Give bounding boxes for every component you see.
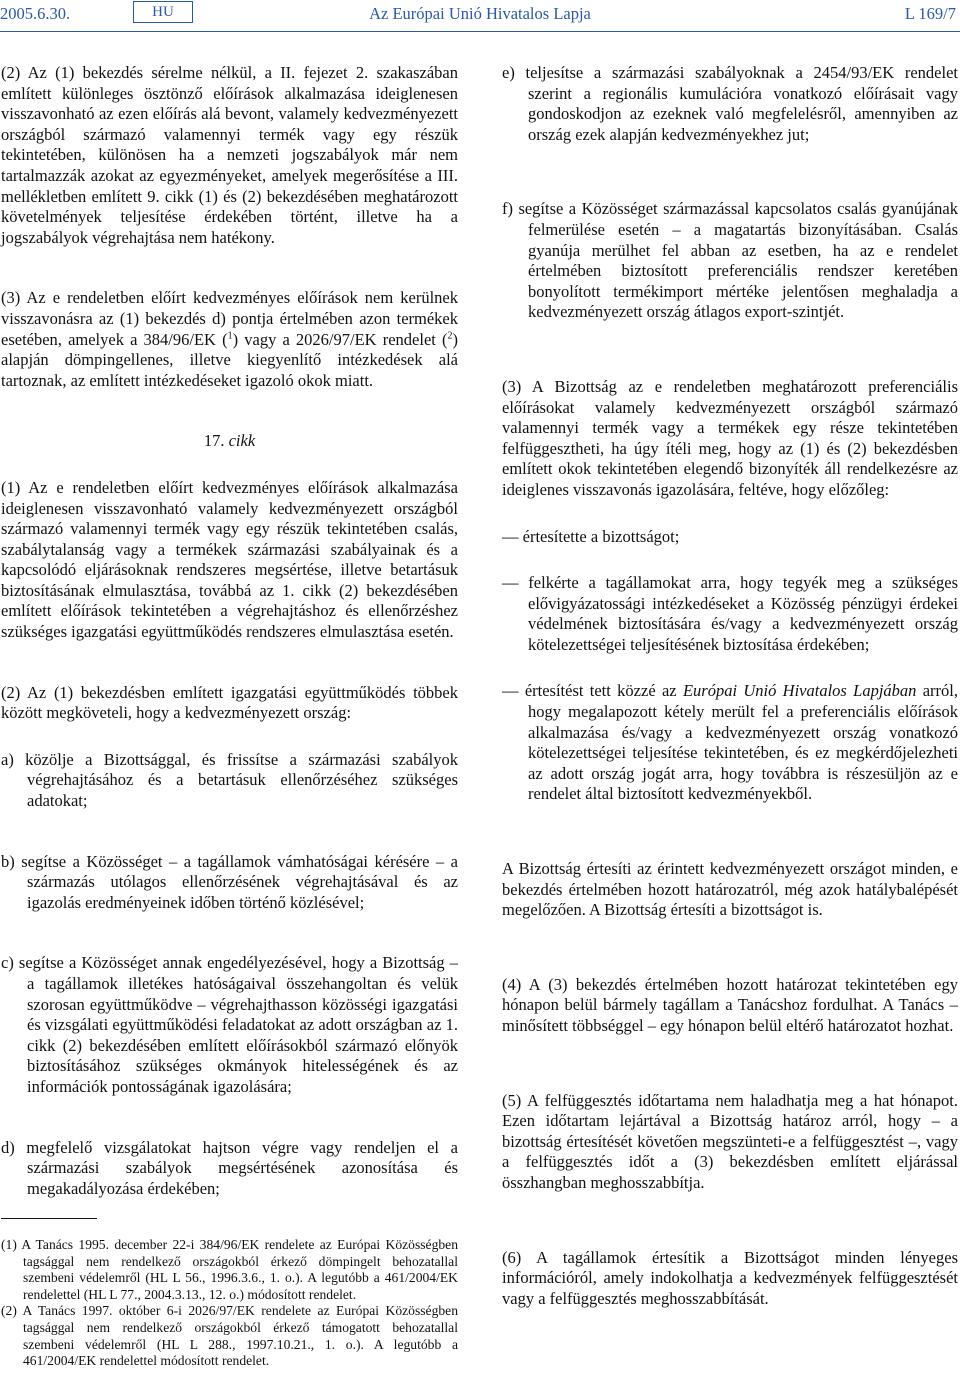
- paragraph-16-3: (3) Az e rendeletben előírt kedvezményes előírások nem kerülnek visszavonásra az (1) bekezdés d) pontja értelmében azon termékek esetében, amelyek a 384/96/EK ($^1$) vagy a 2026/97/EK rendelet ($^2$) alapján dömpingellenes, illetve kiegyenlítő intézkedések alá tartoznak, az említett intézkedéseket igazoló okok miatt.: [1, 288, 458, 390]
- page-reference: L 169/7: [904, 4, 956, 23]
- page-header: [0, 0, 960, 31]
- list-item-e: e) teljesítse a származási szabályoknak a 2454/93/EK rendelet szerint a regionális kumulációra vonatkozó előírásait vagy gondoskodjon az ezeknek való megfelelésről, amennyiben az ország ezek alapján kedvezményekhez jut;: [502, 63, 958, 144]
- language-badge: HU: [133, 1, 193, 23]
- dash-item-2: — felkérte a tagállamokat arra, hogy tegyék meg a szükséges elővigyázatossági intézkedéseket a Közösség pénzügyi érdekei védelmének biztosítására és/vagy a kedvezményezett ország kötelezettségei teljesítésének biztosítása érdekében;: [502, 573, 958, 654]
- list-item-a: a) közölje a Bizottsággal, és frissítse a származási szabályok végrehajtásához és a betartásuk ellenőrzéséhez szükséges adatokat;: [1, 749, 458, 811]
- paragraph-17-6: (6) A tagállamok értesítik a Bizottságot minden lényeges információról, amely indokolhatja a kedvezmények felfüggesztését vagy a felfüggesztés meghosszabbítását.: [502, 1247, 958, 1308]
- footnote-2: (2) A Tanács 1997. október 6-i 2026/97/EK rendelete az Európai Közösségben tagsággal nem rendelkező országokból érkező támogatott behozatallal szembeni védelemről (HL L 288., 1997.10.21., 1. o.). A legutóbb a 461/2004/EK rendelettel módosított rendelet.: [1, 1303, 458, 1369]
- article-heading: 17. cikk: [203, 431, 256, 451]
- header-rule: [0, 31, 960, 32]
- paragraph-17-1: (1) Az e rendeletben előírt kedvezményes előírások alkalmazása ideiglenesen visszavonható valamely kedvezményezett országból származó valamennyi termék vagy egy részük tekintetében csalás, szabálytalanság vagy a termékek származási szabályainak és a kapcsolódó eljárásoknak rendszeres megsértése, illetve betartásuk biztosításának elmulasztása, továbbá az 1. cikk (2) bekezdésében említett előírások tekintetében a végrehajtáshoz és ellenőrzéshez szükséges igazgatási együttműködés rendszeres elmulasztása esetén.: [1, 477, 458, 642]
- header-date: 2005.6.30.: [0, 4, 71, 23]
- paragraph-17-3: (3) A Bizottság az e rendeletben meghatározott preferenciális előírásokat valamely kedvezményezett országból származó valamennyi termék vagy a termékek egy része tekintetében felfüggesztheti, ha úgy ítéli meg, hogy az (1) és (2) bekezdésben említett okok tekintetében elegendő bizonyíték áll rendelkezésre az ideiglenes visszavonás igazolására, feltéve, hogy előzőleg:: [502, 376, 958, 499]
- list-item-b: b) segítse a Közösséget – a tagállamok vámhatóságai kérésére – a származás utólagos ellenőrzésének végrehajtásával és az igazolás eredményeinek időben történő közlésével;: [1, 851, 458, 912]
- footnote-ref-2[interactable]: 2: [447, 330, 453, 342]
- footnote-ref-1[interactable]: 1: [227, 330, 233, 342]
- left-column: [1, 63, 458, 1199]
- dash-item-1: — értesítette a bizottságot;: [502, 526, 680, 546]
- journal-title: Az Európai Unió Hivatalos Lapja: [369, 4, 591, 23]
- footnote-1: (1) A Tanács 1995. december 22-i 384/96/EK rendelete az Európai Közösségben tagsággal nem rendelkező országokból érkező dömpingelt behozatallal szembeni védelemről (HL L 56., 1996.3.6., 1. o.). A legutóbb a 461/2004/EK rendelettel (HL L 77., 2004.3.13., 12. o.) módosított rendelet.: [1, 1237, 458, 1302]
- dash-item-3: — értesítést tett közzé az Európai Unió Hivatalos Lapjában arról, hogy megalapozott kétely merült fel a preferenciális előírások alkalmazása és/vagy a kedvezményezett ország vonatkozó kötelezettségei teljesítése tekintetében, és ez megkérdőjelezheti az adott ország jogát arra, hogy továbbra is részesüljön az e rendelet által biztosított kedvezményekből.: [502, 681, 958, 804]
- list-item-c: c) segítse a Közösséget annak engedélyezésével, hogy a Bizottság – a tagállamok illetékes hatóságaival összehangoltan és velük szorosan együttműködve – végrehajthasson közösségi igazgatási és vizsgálati együttműködési feladatokat az adott országban az 1. cikk (2) bekezdésében említett előírásokból származó előnyök biztosításához szükséges okmányok hitelességének és az információk pontosságának igazolására;: [1, 953, 458, 1096]
- paragraph-17-4: (4) A (3) bekezdés értelmében hozott határozat tekintetében egy hónapon belül bármely tagállam a Tanácshoz fordulhat. A Tanács – minősített többséggel – egy hónapon belül eltérő határozatot hozhat.: [502, 974, 958, 1035]
- list-item-d: d) megfelelő vizsgálatokat hajtson végre vagy rendeljen el a származási szabályok megsértésének azonosítása és megakadályozása érdekében;: [1, 1137, 458, 1198]
- paragraph-17-3-notice: A Bizottság értesíti az érintett kedvezményezett országot minden, e bekezdés értelmében hozott határozatról, még azok hatálybalépését megelőzően. A Bizottság értesíti a bizottságot is.: [502, 859, 958, 920]
- list-item-f: f) segítse a Közösséget származással kapcsolatos csalás gyanújának felmerülése esetén – a magatartás bizonyításában. Csalás gyanúja merülhet fel abban az esetben, ha az e rendelet értelmében biztosított preferenciális rendszer keretében bonyolított termékimport mértéke jelentősen meghaladja a kedvezményezett ország átlagos export-szintjét.: [502, 199, 958, 322]
- paragraph-17-2: (2) Az (1) bekezdésben említett igazgatási együttműködés többek között megköveteli, hogy a kedvezményezett ország:: [1, 682, 458, 723]
- footnotes: [1, 1237, 458, 1370]
- right-column: [502, 63, 958, 1309]
- footnote-rule: [1, 1218, 97, 1219]
- paragraph-16-2: (2) Az (1) bekezdés sérelme nélkül, a II. fejezet 2. szakaszában említett különleges ösztönző előírások alkalmazása ideiglenesen visszavonható az ezen előírás alá bevont, valamely kedvezményezett országból származó valamennyi termék vagy egy részük tekintetében, különösen ha a nemzeti jogszabályok már nem tartalmazzák azokat az egyezményeket, amelyek megerősítése a III. mellékletben említett 9. cikk (1) és (2) bekezdésében meghatározott követelmények teljesítése érdekében történt, illetve ha a jogszabályok végrehajtása nem hatékony.: [1, 63, 458, 247]
- paragraph-17-5: (5) A felfüggesztés időtartama nem haladhatja meg a hat hónapot. Ezen időtartam lejártával a Bizottság határoz arról, hogy – a bizottság értesítését követően megszünteti-e a felfüggesztést –, vagy a felfüggesztés időt a (3) bekezdésben említett eljárással összhangban meghosszabbítja.: [502, 1090, 958, 1192]
